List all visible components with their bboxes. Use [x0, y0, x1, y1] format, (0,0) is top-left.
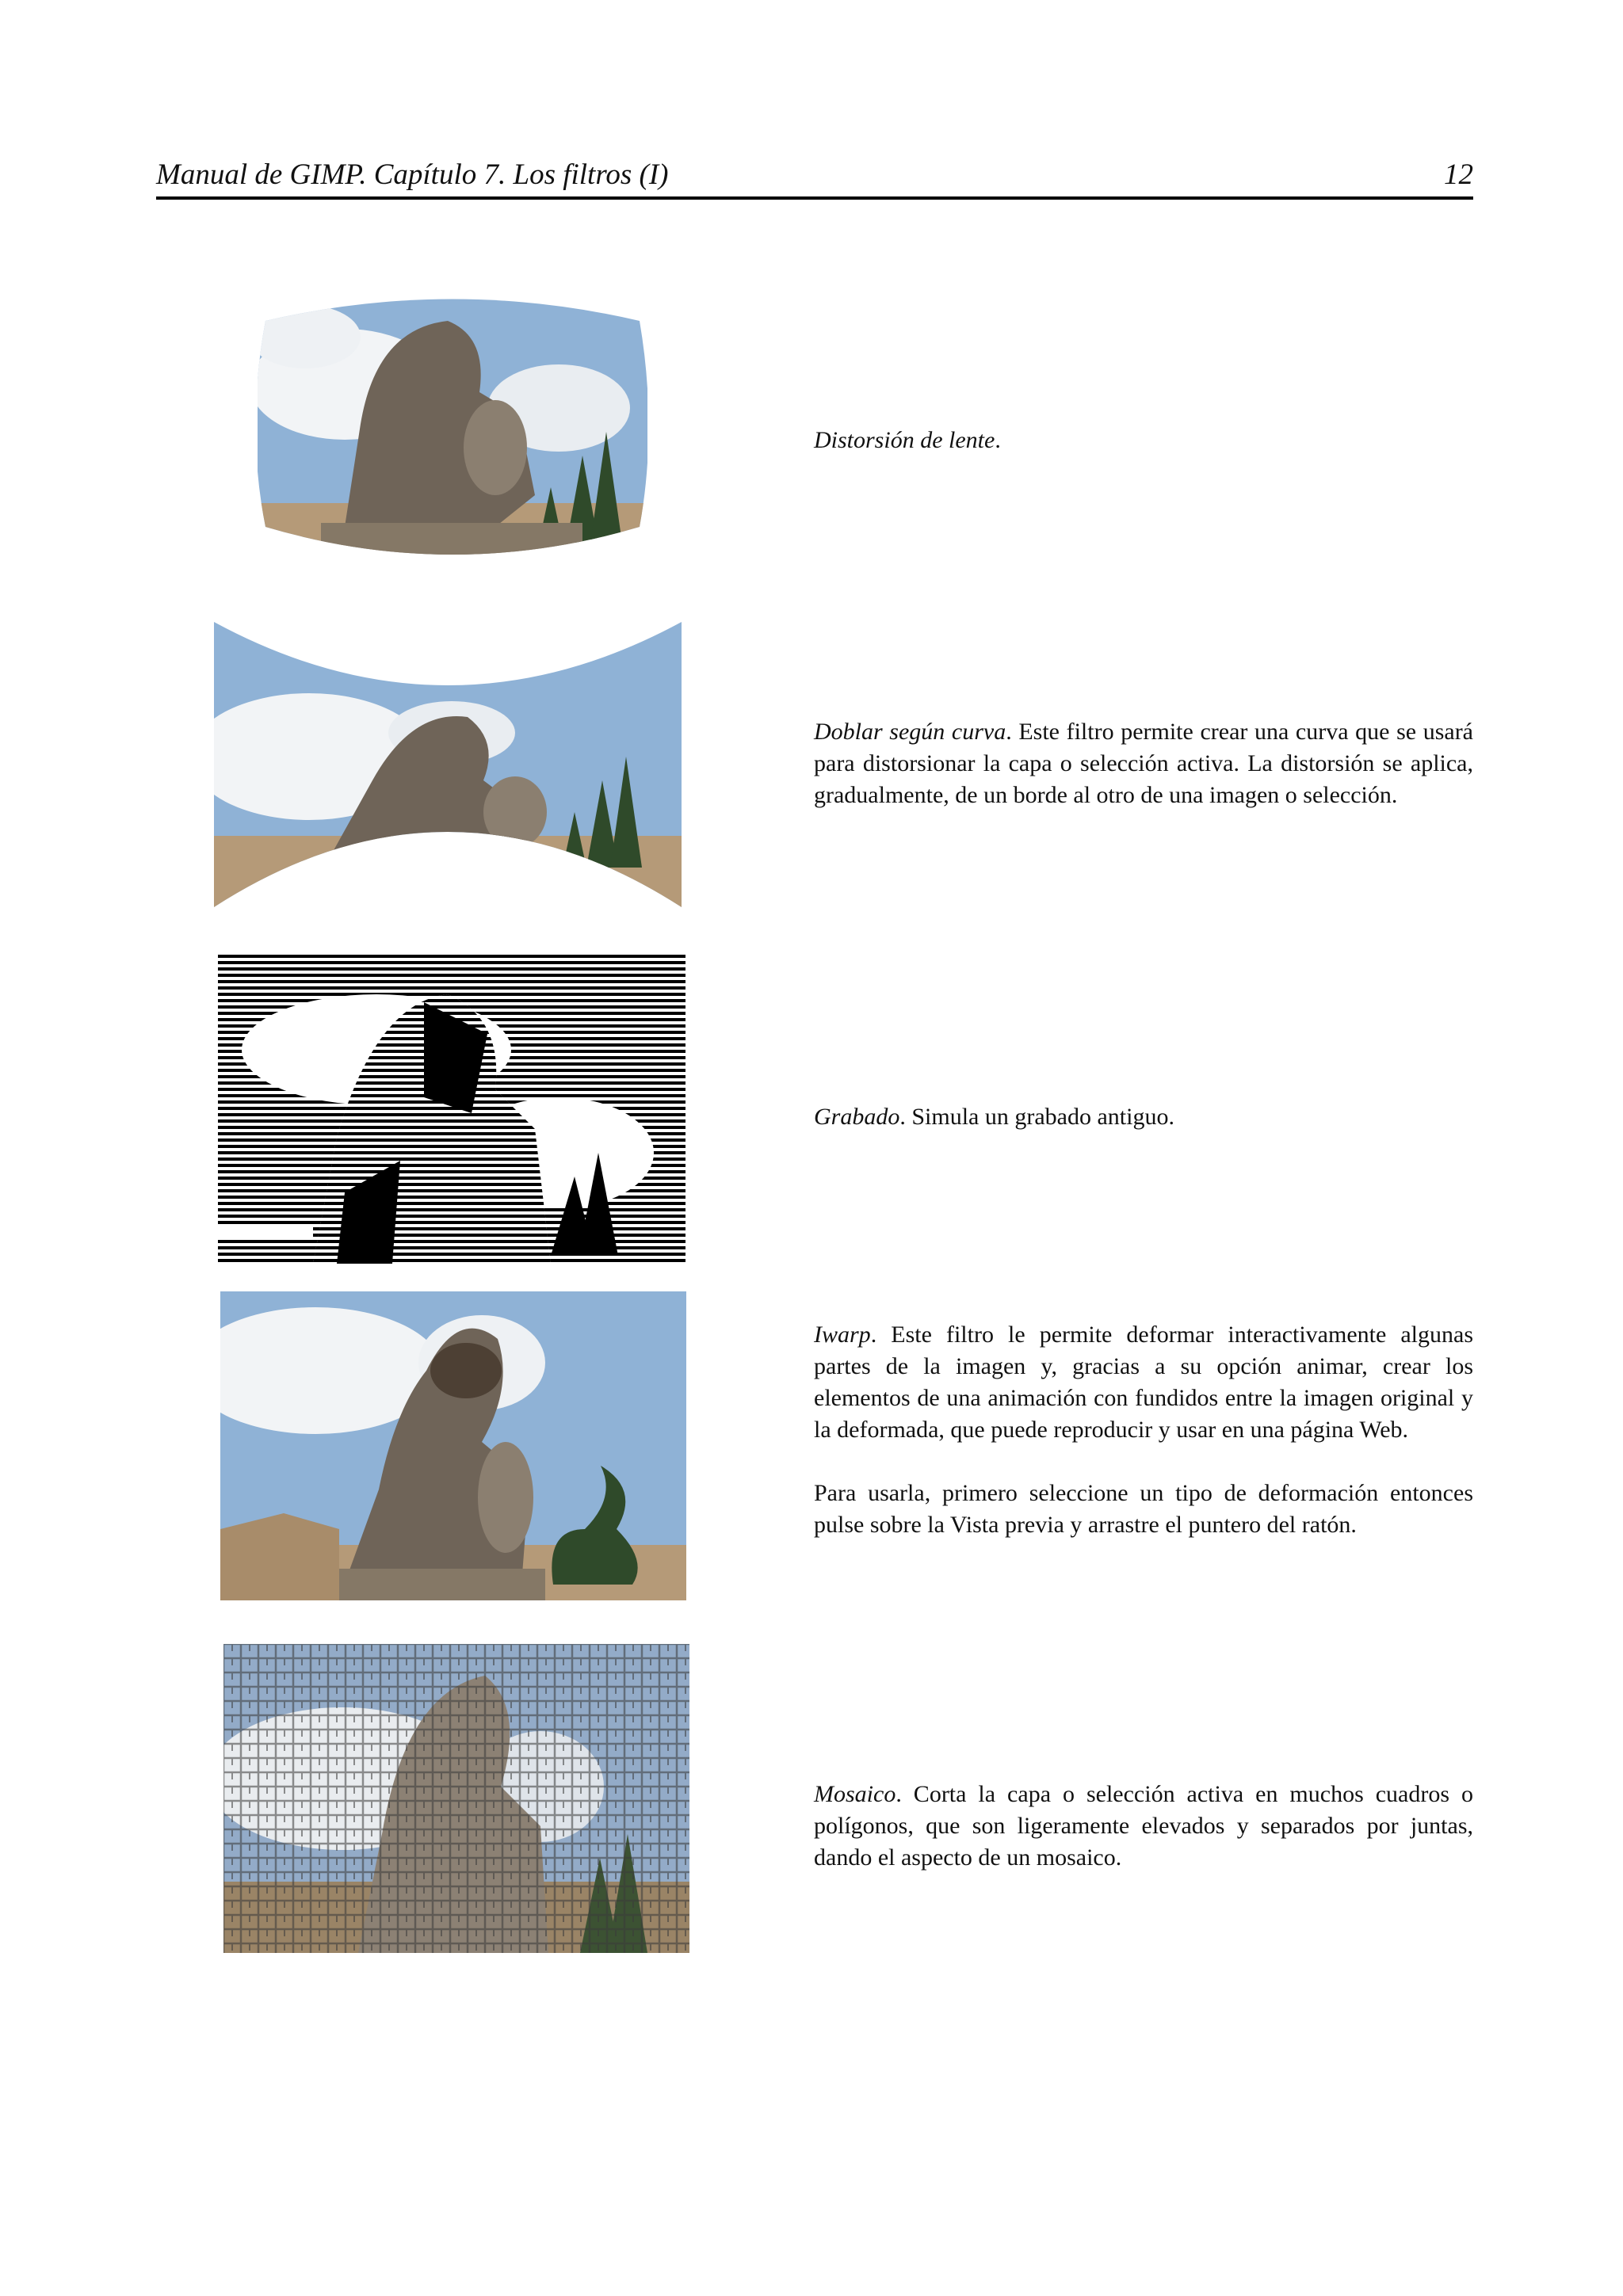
caption-mosaic: Mosaico. Corta la capa o selección activa en muchos cuadros o polígonos, que son ligeramente elevados y separados por juntas, dando el aspecto de un mosaico.: [814, 1781, 1473, 1871]
caption-lens-distortion: Distorsión de lente.: [814, 427, 1001, 453]
iwarp-instructions: Para usarla, primero seleccione un tipo de deformación entonces pulse sobre la Vista previa y arrastre el puntero del ratón.: [814, 1480, 1473, 1538]
figure-engrave: [218, 955, 685, 1264]
figure-lens-distortion: [258, 289, 647, 566]
page-header: [156, 154, 1473, 200]
term-mosaic: Mosaico: [814, 1781, 896, 1807]
term-lens-distortion: Distorsión de lente: [814, 427, 995, 453]
term-iwarp: Iwarp: [814, 1322, 871, 1348]
header-title: Manual de GIMP. Capítulo 7. Los filtros (I): [156, 158, 669, 191]
term-engrave: Grabado: [814, 1104, 900, 1130]
caption-curve-bend: Doblar según curva. Este filtro permite crear una curva que se usará para distorsionar la capa o selección activa. La distorsión se aplica, gradualmente, de un borde al otro de una imagen o selección.: [814, 719, 1473, 808]
term-curve-bend: Doblar según curva: [814, 719, 1006, 745]
figure-iwarp: [220, 1291, 686, 1600]
page-number: 12: [1444, 158, 1473, 191]
caption-engrave: Grabado. Simula un grabado antiguo.: [814, 1104, 1174, 1130]
caption-iwarp: Iwarp. Este filtro le permite deformar interactivamente algunas partes de la imagen y, gracias a su opción animar, crear los elementos de una animación con fundidos entre la imagen original y la deformada, que puede reproducir y usar en una página Web. Para usarla, primero seleccione un tipo de deformación entonces pulse sobre la Vista previa y arrastre el puntero del ratón.: [814, 1319, 1473, 1541]
figure-mosaic: [223, 1644, 689, 1953]
figure-curve-bend: [214, 622, 682, 915]
